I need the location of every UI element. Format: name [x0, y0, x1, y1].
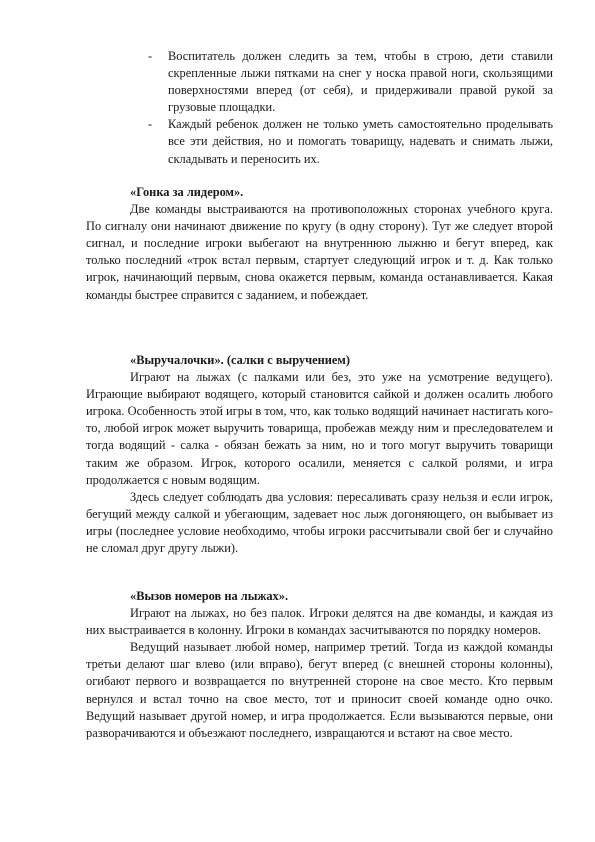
paragraph: Играют на лыжах (с палками или без, это уже на усмотрение ведущего). Играющие выбирают водящего, который становится сайкой и должен осалить любого игрока. Особенность этой игры в том, что, как только водящий начинает настигать кого-то, любой игрок может выручить товарища, пробежав между ним и преследователем и тогда водящий - салка - обязан бежать за ним, но и того могут выручить товарищи таким же образом. Игрок, которого осалили, меняется с салкой ролями, и игра продолжается с новым водящим. — [86, 370, 553, 487]
bullet-dash: - — [148, 49, 153, 63]
section-rescue-tag — [86, 352, 553, 557]
section-number-call — [86, 588, 553, 742]
bullet-dash: - — [148, 117, 153, 132]
section-heading: «Выручалочки». (салки с выручением) — [130, 353, 350, 367]
paragraph: Две команды выстраиваются на противоположных сторонах учебного круга. По сигналу они начинают движение по кругу (в одну сторону). Тут же следует второй сигнал, и последние игроки выбегают на внутреннюю лыжню и бегут вперед, как только последний «трок встал первым, стартует следующий игрок и т. д. Как только игрок, начинающий первым, снова окажется первым, команда останавливается. Какая команды быстрее справится с заданием, и побеждает. — [86, 202, 553, 302]
bullet-text: Каждый ребенок должен не только уметь самостоятельно проделывать все эти действия, но и помогать товарищу, надевать и снимать лыжи, складывать и переносить их. — [168, 117, 553, 166]
section-heading: «Гонка за лидером». — [130, 185, 244, 199]
paragraph: Ведущий называет любой номер, например третий. Тогда из каждой команды третьи делают шаг влево (или вправо), бегут вперед (с внешней стороны колонны), огибают первого и возвращается по внутренней стороне на свое место. Кто первым вернулся и встал точно на свое место, тот и приносит своей команде одно очко. Ведущий называет другой номер, и игра продолжается. Если вызываются первые, они разворачиваются и объезжают последнего, извращаются и встают на свое место. — [86, 640, 553, 740]
section-leader-race — [86, 184, 553, 304]
bullet-list — [148, 48, 553, 168]
paragraph: Здесь следует соблюдать два условия: пересаливать сразу нельзя и если игрок, бегущий между салкой и убегающим, задевает нос лыж догоняющего, он выбывает из игры (последнее условие необходимо, чтобы игроки рассчитывали свой бег и случайно не сломал друг другу лыжи). — [86, 489, 553, 556]
bullet-item — [148, 48, 553, 116]
bullet-item — [148, 116, 553, 167]
section-heading: «Вызов номеров на лыжах». — [130, 589, 289, 603]
paragraph: Играют на лыжах, но без палок. Игроки делятся на две команды, и каждая из них выстраивается в колонну. Игроки в командах засчитываются по порядку номеров. — [86, 606, 553, 638]
bullet-text: Воспитатель должен следить за тем, чтобы в строю, дети ставили скрепленные лыжи пятками на снег у носка правой ноги, скользящими поверхностями вперед (от себя), и придерживали правой рукой за грузовые площадки. — [168, 49, 553, 115]
